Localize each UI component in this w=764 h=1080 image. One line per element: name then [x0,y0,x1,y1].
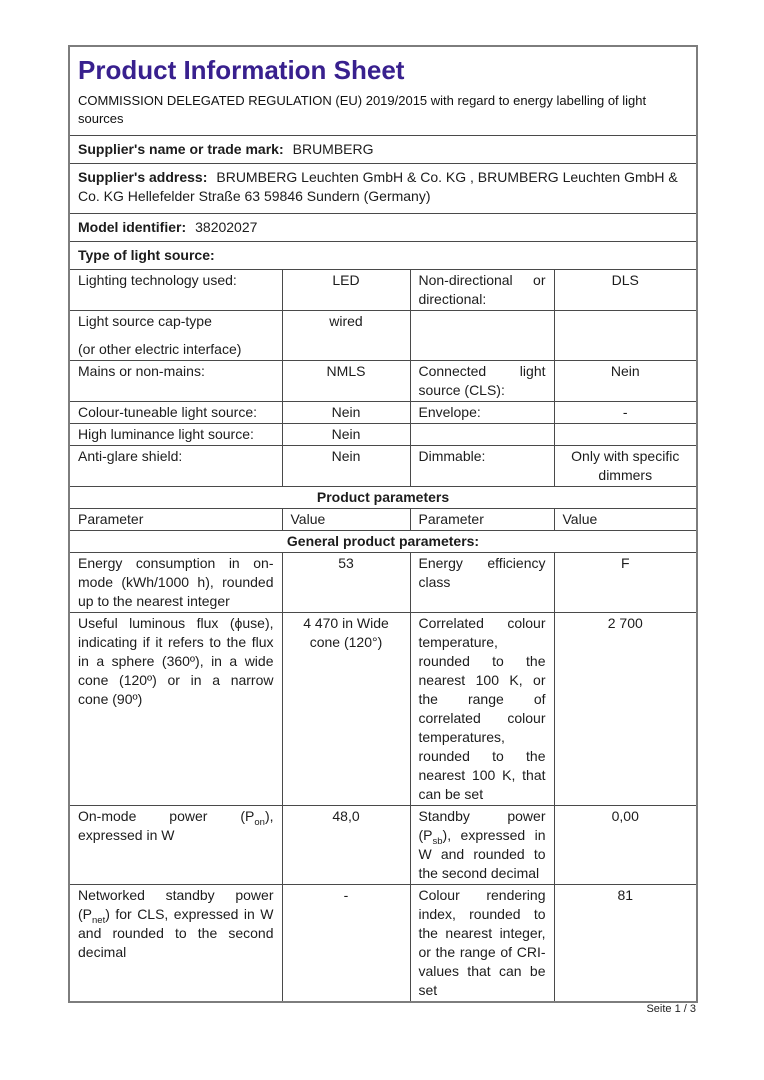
table-row [69,612,697,805]
table-row [69,269,697,310]
value-cell: Nein [554,360,697,401]
table-row [69,805,697,884]
param-cell: On-mode power $(P_{on})$, expressed in W [69,805,282,884]
param-cell: Envelope: [410,401,554,423]
column-header: Parameter [69,508,282,530]
table-row [69,360,697,401]
param-cell: High luminance light source: [69,423,282,445]
type-of-light-source-label: Type of light source: [78,246,215,263]
value-cell: Only with specific dimmers [554,445,697,486]
section-header-row [69,486,697,508]
product-parameters-header: Product parameters [69,486,697,508]
title-row [69,46,697,135]
title-cell [69,46,697,135]
param-cell: Useful luminous flux (ϕuse), indicating if it refers to the flux in a sphere (360º), in a wide cone (120º) or in a narrow cone (90º) [69,612,282,805]
value-cell: Nein [282,423,410,445]
table-row [69,552,697,612]
param-cell: Standby power $(P_{sb})$, expressed in W and rounded to the second decimal [410,805,554,884]
column-header-row [69,508,697,530]
value-cell: 48,0 [282,805,410,884]
supplier-name-value: BRUMBERG [292,140,374,157]
supplier-address-value: BRUMBERG Leuchten GmbH & Co. KG , BRUMBERG Leuchten GmbH & Co. KG Hellefelder Straße 63 59846 Sundern (Germany) [78,168,678,204]
table-row [69,445,697,486]
page-title: Product Information Sheet [78,55,405,85]
model-identifier-value: 38202027 [195,218,258,235]
model-identifier-cell [69,213,697,241]
page-number: Seite 1 / 3 [646,1003,696,1015]
param-cell [410,423,554,445]
value-cell: NMLS [282,360,410,401]
value-cell: 53 [282,552,410,612]
value-cell [554,423,697,445]
supplier-name-label: Supplier's name or trade mark: [78,140,284,157]
param-cell: Energy consumption in on-mode (kWh/1000 h), rounded up to the nearest integer [69,552,282,612]
supplier-address-row [69,163,697,213]
regulation-subtitle: COMMISSION DELEGATED REGULATION (EU) 2019/2015 with regard to energy labelling of light sources [78,93,647,126]
param-cell: Energy efficiency class [410,552,554,612]
value-cell: wired [282,310,410,360]
type-of-light-source-row [69,241,697,269]
value-cell: 81 [554,884,697,1002]
supplier-name-cell [69,135,697,163]
value-cell: Nein [282,445,410,486]
param-cell: Connected light source (CLS): [410,360,554,401]
model-identifier-row [69,213,697,241]
supplier-name-row [69,135,697,163]
param-cell: Non-directional or directional: [410,269,554,310]
value-cell: DLS [554,269,697,310]
param-cell: Correlated colour temperature, rounded to the nearest 100 K, or the range of correlated colour temperatures, rounded to the nearest 100 K, that can be set [410,612,554,805]
section-header-row [69,530,697,552]
value-cell: - [554,401,697,423]
model-identifier-label: Model identifier: [78,218,187,235]
table-row [69,401,697,423]
param-cell [410,310,554,360]
param-cell: Colour-tuneable light source: [69,401,282,423]
supplier-address-cell [69,163,697,213]
param-cell: Networked standby power $(P_{net})$ for CLS, expressed in W and rounded to the second decimal [69,884,282,1002]
param-cell: Mains or non-mains: [69,360,282,401]
param-cell: Lighting technology used: [69,269,282,310]
value-cell: 0,00 [554,805,697,884]
param-cell: Anti-glare shield: [69,445,282,486]
param-cell: Light source cap-type (or other electric interface) [69,310,282,360]
value-cell: F [554,552,697,612]
column-header: Value [554,508,697,530]
product-information-table [68,45,698,1003]
value-cell: LED [282,269,410,310]
table-row [69,310,697,360]
type-of-light-source-cell [69,241,697,269]
param-cell: Colour rendering index, rounded to the nearest integer, or the range of CRI-values that can be set [410,884,554,1002]
value-cell [554,310,697,360]
supplier-address-label: Supplier's address: [78,168,208,185]
param-cell: Dimmable: [410,445,554,486]
value-cell: 2 700 [554,612,697,805]
value-cell: 4 470 in Wide cone (120°) [282,612,410,805]
table-row [69,423,697,445]
general-parameters-header: General product parameters: [69,530,697,552]
value-cell: - [282,884,410,1002]
column-header: Parameter [410,508,554,530]
table-row [69,884,697,1002]
column-header: Value [282,508,410,530]
value-cell: Nein [282,401,410,423]
